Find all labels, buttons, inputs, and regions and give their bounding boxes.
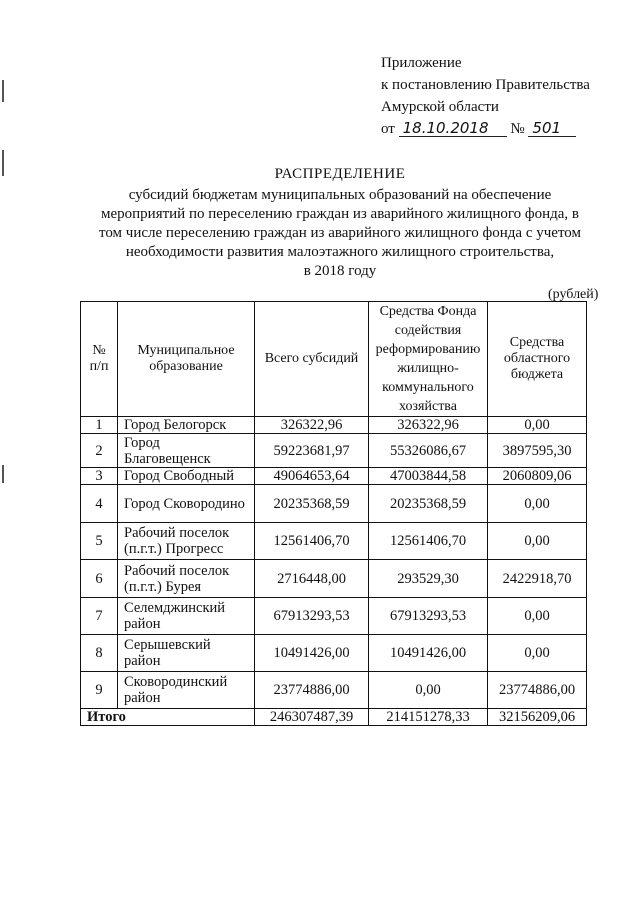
row-num: 6 <box>81 560 118 598</box>
margin-mark <box>2 465 4 483</box>
header-regional: Средства областного бюджета <box>488 302 587 417</box>
row-regional: 3897595,30 <box>488 434 587 468</box>
total-regional: 32156209,06 <box>488 709 587 726</box>
appendix-line-2: к постановлению Правительства <box>381 77 590 93</box>
handwritten-date: 18.10.2018 <box>399 120 507 137</box>
row-regional: 0,00 <box>488 598 587 635</box>
row-num: 7 <box>81 598 118 635</box>
document-title <box>80 165 600 281</box>
row-fund: 293529,30 <box>369 560 488 598</box>
total-sum: 246307487,39 <box>255 709 369 726</box>
table-row <box>81 417 587 434</box>
number-label: № <box>510 121 525 137</box>
row-total: 2716448,00 <box>255 560 369 598</box>
row-municipality: Город Благовещенск <box>118 434 255 468</box>
row-regional: 0,00 <box>488 523 587 560</box>
row-municipality: Город Свободный <box>118 468 255 485</box>
row-total: 67913293,53 <box>255 598 369 635</box>
row-regional: 23774886,00 <box>488 672 587 709</box>
row-fund: 47003844,58 <box>369 468 488 485</box>
title-line-2: мероприятий по переселению граждан из аварийного жилищного фонда, в <box>101 206 579 222</box>
row-regional: 0,00 <box>488 417 587 434</box>
row-fund: 326322,96 <box>369 417 488 434</box>
row-regional: 0,00 <box>488 485 587 523</box>
total-label: Итого <box>81 709 255 726</box>
table-row <box>81 598 587 635</box>
row-municipality: Серышевский район <box>118 635 255 672</box>
row-total: 49064653,64 <box>255 468 369 485</box>
from-label: от <box>381 121 395 137</box>
title-line-1: субсидий бюджетам муниципальных образований на обеспечение <box>128 187 552 203</box>
row-total: 12561406,70 <box>255 523 369 560</box>
row-fund: 67913293,53 <box>369 598 488 635</box>
row-num: 9 <box>81 672 118 709</box>
table-row <box>81 485 587 523</box>
row-fund: 20235368,59 <box>369 485 488 523</box>
appendix-line-3: Амурской области <box>381 99 499 115</box>
appendix-line-1: Приложение <box>381 55 462 71</box>
subsidy-table <box>80 301 587 726</box>
appendix-date-line <box>381 118 621 140</box>
row-num: 5 <box>81 523 118 560</box>
row-num: 3 <box>81 468 118 485</box>
row-total: 59223681,97 <box>255 434 369 468</box>
row-total: 326322,96 <box>255 417 369 434</box>
row-municipality: Город Сковородино <box>118 485 255 523</box>
units-label: (рублей) <box>548 287 599 302</box>
row-total: 20235368,59 <box>255 485 369 523</box>
table-row <box>81 523 587 560</box>
table-row <box>81 560 587 598</box>
row-fund: 10491426,00 <box>369 635 488 672</box>
handwritten-number: 501 <box>528 120 576 137</box>
header-total: Всего субсидий <box>255 302 369 417</box>
header-municipality: Муниципальное образование <box>118 302 255 417</box>
margin-mark <box>2 80 4 102</box>
row-regional: 2060809,06 <box>488 468 587 485</box>
title-heading: РАСПРЕДЕЛЕНИЕ <box>274 166 406 182</box>
row-num: 2 <box>81 434 118 468</box>
row-fund: 12561406,70 <box>369 523 488 560</box>
row-municipality: Селемджинский район <box>118 598 255 635</box>
row-municipality: Город Белогорск <box>118 417 255 434</box>
title-line-4: необходимости развития малоэтажного жилищного строительства, <box>125 244 555 260</box>
table-row <box>81 468 587 485</box>
total-fund: 214151278,33 <box>369 709 488 726</box>
row-municipality: Сковородинский район <box>118 672 255 709</box>
table-row <box>81 434 587 468</box>
total-row <box>81 709 587 726</box>
title-line-3: том числе переселению граждан из аварийного жилищного фонда с учетом <box>98 225 582 241</box>
row-fund: 55326086,67 <box>369 434 488 468</box>
margin-mark <box>2 150 4 176</box>
row-num: 8 <box>81 635 118 672</box>
table-header-row <box>81 302 587 417</box>
table-row <box>81 672 587 709</box>
row-total: 10491426,00 <box>255 635 369 672</box>
row-regional: 0,00 <box>488 635 587 672</box>
row-municipality: Рабочий поселок (п.г.т.) Бурея <box>118 560 255 598</box>
title-line-5: в 2018 году <box>303 263 377 279</box>
row-num: 1 <box>81 417 118 434</box>
row-regional: 2422918,70 <box>488 560 587 598</box>
row-num: 4 <box>81 485 118 523</box>
row-total: 23774886,00 <box>255 672 369 709</box>
header-fund: Средства Фонда содействия реформированию жилищно-коммунального хозяйства <box>369 302 488 417</box>
table-row <box>81 635 587 672</box>
header-num: № п/п <box>81 302 118 417</box>
row-fund: 0,00 <box>369 672 488 709</box>
row-municipality: Рабочий поселок (п.г.т.) Прогресс <box>118 523 255 560</box>
appendix-block <box>381 52 621 140</box>
